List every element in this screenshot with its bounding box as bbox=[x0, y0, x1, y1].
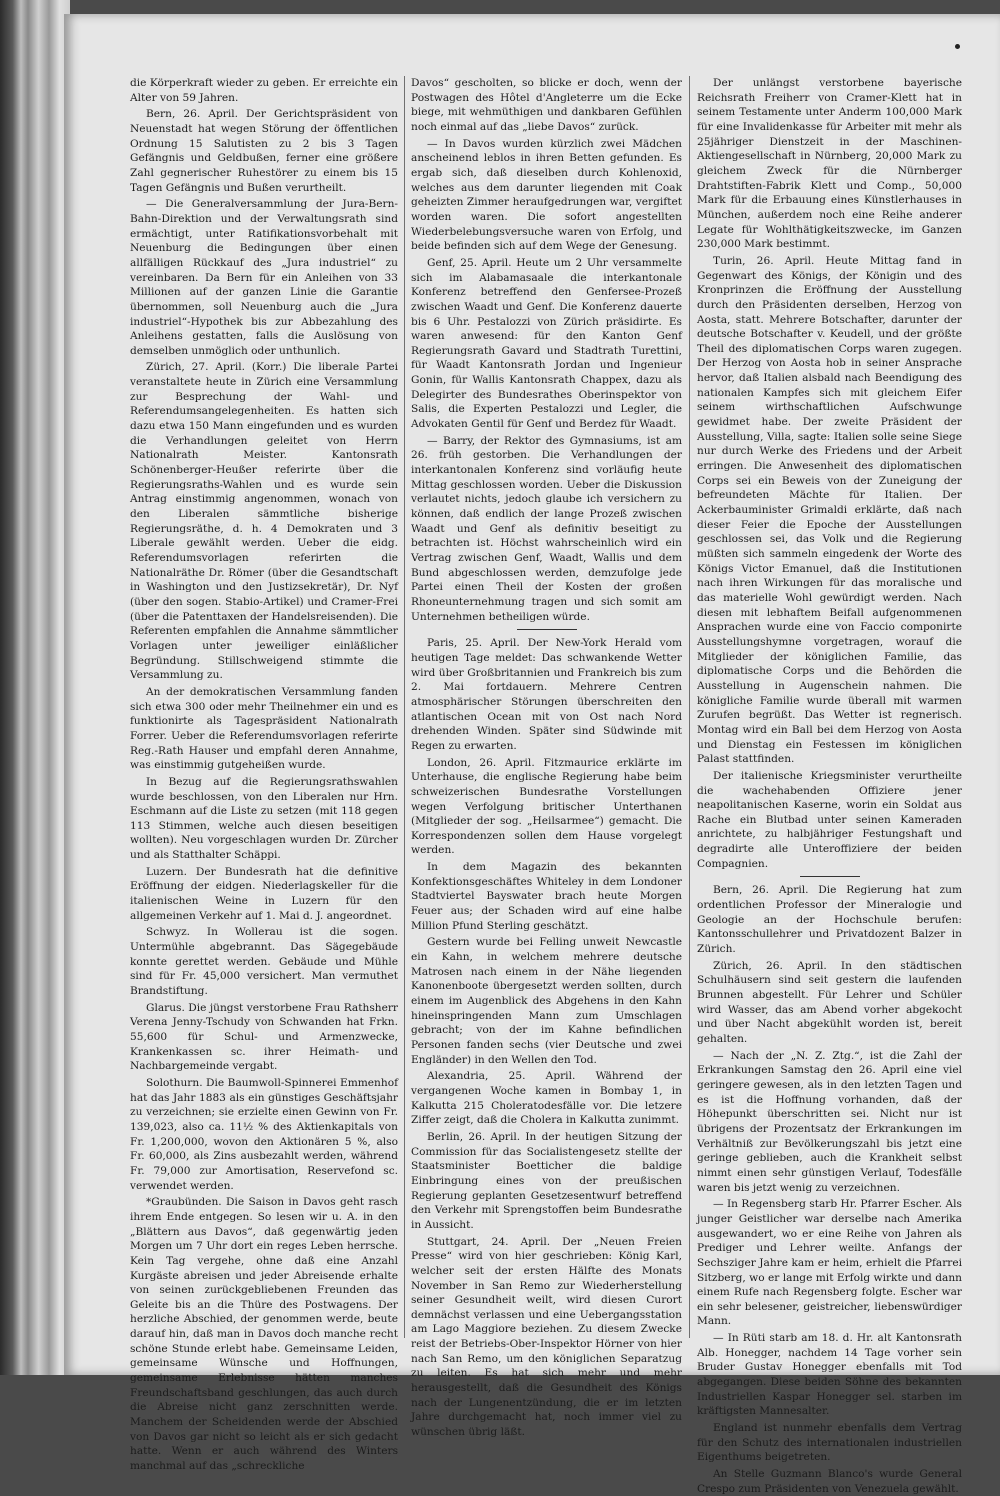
article-paragraph: An Stelle Guzmann Blanco's wurde General Crespo zum Präsidenten von Venezuela gewählt. bbox=[697, 1468, 962, 1495]
article-paragraph: Zürich, 26. April. In den städtischen Schulhäusern sind seit gestern die laufenden Brunnen abgestellt. Für Lehrer und Schüler wird Wasser, das am Abend vorher abgekocht und über Nacht abgekühlt worden ist, bereit gehalten. bbox=[697, 959, 962, 1045]
article-paragraph: *Graubünden. Die Saison in Davos geht rasch ihrem Ende entgegen. So lesen wir u. A. in den „Blättern aus Davos“, daß gegenwärtig jeden Morgen um 7 Uhr dort ein reges Leben herrsche. Kein Tag vergehe, ohne daß eine Anzahl Kurgäste abreisen und jeder Abreisende erhalte von seinen zurückgebliebenen Freunden das Geleite bis an die Thüre des Postwagens. Der herzliche Abschied, der genommen werde, beute darauf hin, daß man in Davos doch manche recht schöne Stunde erlebt habe. Gemeinsame Leiden, gemeinsame Wünsche und Hoffnungen, gemeinsame Erlebnisse hätten manches Freundschaftsband geschlungen, das auch durch die Abreise nicht ganz zerschnitten werde. Manchem der Scheidenden werde der Abschied von Davos gar nicht so leicht als er sich gedacht hatte. Wenn er auch während des Winters manchmal auf das „schreckliche bbox=[130, 1196, 398, 1473]
article-paragraph: In Bezug auf die Regierungsrathswahlen wurde beschlossen, von den Liberalen nur Hrn. Eschmann auf die Liste zu setzen (mit 118 gegen 113 Stimmen, welche auch diesen beseitigen wollten). Neu vorgeschlagen wurden Dr. Zürcher und als Statthalter Schäppi. bbox=[130, 775, 398, 862]
book-spine bbox=[0, 0, 70, 1375]
article-paragraph: England ist nunmehr ebenfalls dem Vertrag für den Schutz des internationalen industriellen Eigenthums beigetreten. bbox=[697, 1422, 962, 1464]
article-paragraph: Turin, 26. April. Heute Mittag fand in Gegenwart des Königs, der Königin und des Kronprinzen die Eröffnung der Ausstellung durch den Präsidenten derselben, Herzog von Aosta, statt. Mehrere Botschafter, darunter der deutsche Botschafter v. Keudell, und der größte Theil des diplomatischen Corps waren zugegen. Der Herzog von Aosta hob in seiner Ansprache hervor, daß Italien alsbald nach Beendigung des nationalen Kampfes sich mit gleichem Eifer seinem wirthschaftlichen Aufschwunge gewidmet habe. Der zweite Präsident der Ausstellung, Villa, sagte: Italien solle seine Siege nur durch Werke des Friedens und der Arbeit erringen. Die Anwesenheit des diplomatischen Corps sei ein Beweis von der Zuneigung der befreundeten Mächte für Italien. Der Ackerbauminister Grimaldi erklärte, daß nach dieser Feier die Epoche der Ausstellungen geschlossen sei, das Volk und die Regierung müßten sich sammeln eingedenk der Worte des Königs Victor Emanuel, daß die Institutionen nach ihren Wirkungen für das moralische und das materielle Wohl gewürdigt werden. Nach diesen mit lebhaftem Beifall aufgenommenen Ansprachen wurde eine von Faccio componirte Ausstellungshymne vorgetragen, worauf die Mitglieder der königlichen Familie, das diplomatische Corps und die Behörden die Ausstellung in Augenschein nahmen. Die königliche Familie wurde überall mit warmen Zurufen begrüßt. Das Wetter ist regnerisch. Montag wird ein Ball bei dem Herzog von Aosta und Dienstag ein Festessen im königlichen Palast stattfinden. bbox=[697, 254, 962, 766]
article-paragraph: Schwyz. In Wollerau ist die sogen. Untermühle abgebrannt. Das Sägegebäude konnte gerettet werden. Gebäude und Mühle sind für Fr. 45,000 versichert. Man vermuthet Brandstiftung. bbox=[130, 926, 398, 998]
article-paragraph: — Die Generalversammlung der Jura-Bern-Bahn-Direktion und der Verwaltungsrath sind ermächtigt, unter Ratifikationsvorbehalt mit Neuenburg die Bedingungen über einen allfälligen Rückkauf des „Jura industriel“ zu vereinbaren. Da Bern für ein Anleihen von 33 Millionen auf der ganzen Linie die Garantie übernommen, soll Neuenburg auch die „Jura industriel“-Hypothek bis zur Abbezahlung des Anleihens gestatten, falls die Auslösung von demselben unmöglich oder unthunlich. bbox=[130, 198, 398, 357]
article-paragraph: Davos“ gescholten, so blicke er doch, wenn der Postwagen des Hôtel d'Angleterre um die Ecke biege, mit wehmüthigen und dankbaren Gefühlen noch einmal auf das „liebe Davos“ zurück. bbox=[411, 77, 682, 133]
article-paragraph: Solothurn. Die Baumwoll-Spinnerei Emmenhof hat das Jahr 1883 als ein günstiges Geschäftsjahr zu verzeichnen; sie erzielte einen Gewinn von Fr. 139,023, also ca. 11½ % des Aktienkapitals von Fr. 1,200,000, wovon den Aktionären 5 %, also Fr. 60,000, als Zins ausbezahlt werden, während Fr. 79,000 zur Amortisation, Reservefond sc. verwendet werden. bbox=[130, 1076, 398, 1192]
article-paragraph: Paris, 25. April. Der New-York Herald vom heutigen Tage meldet: Das schwankende Wetter wird über Großbritannien und Frankreich bis zum 2. Mai fortdauern. Mehrere Centren atmosphärischer Störungen überschreiten den atlantischen Ocean mit von Ost nach Nord drehenden Winden. Später sind Südwinde mit Regen zu erwarten. bbox=[411, 637, 682, 752]
article-paragraph: Der unlängst verstorbene bayerische Reichsrath Freiherr von Cramer-Klett hat in seinem Testamente unter Anderm 100,000 Mark für eine Invalidenkasse für Arbeiter mit mehr als 25jähriger Dienstzeit in der Maschinen-Aktiengesellschaft in Nürnberg, 20,000 Mark zu gleichem Zweck für die Nürnberger Drahtstiften-Fabrik Klett und Comp., 50,000 Mark für die Erbauung eines Künstlerhauses in München, außerdem noch eine Reihe anderer Legate für Wohlthätigkeitszwecke, im Ganzen 230,000 Mark bestimmt. bbox=[697, 77, 962, 251]
column-rule-2 bbox=[689, 76, 690, 1338]
article-paragraph: Stuttgart, 24. April. Der „Neuen Freien Presse“ wird von hier geschrieben: König Karl, welcher seit der ersten Hälfte des Monats November in San Remo zur Wiederherstellung seiner Gesundheit weilt, wird diesen Curort demnächst verlassen und eine Uebergangsstation am Lago Maggiore beziehen. Zu diesem Zwecke reist der Betriebs-Ober-Inspektor Hörner von hier nach San Remo, um den königlichen Separatzug zu leiten. Es hat sich mehr und mehr herausgestellt, daß die Gesundheit des Königs nach der Lungenentzündung, die er im letzten Jahre durchgemacht hat, noch immer viel zu wünschen übrig läßt. bbox=[411, 1235, 682, 1439]
article-paragraph: Alexandria, 25. April. Während der vergangenen Woche kamen in Bombay 1, in Kalkutta 215 Choleratodesfälle vor. Die letzere Ziffer zeigt, daß die Cholera in Kalkutta zunimmt. bbox=[411, 1070, 682, 1127]
column-rule-1 bbox=[404, 76, 405, 1338]
article-paragraph: — In Rüti starb am 18. d. Hr. alt Kantonsrath Alb. Honegger, nachdem 14 Tage vorher sein Bruder Gustav Honegger ebenfalls mit Tod abgegangen. Diese beiden Söhne des bekannten Industriellen Kaspar Honegger sel. starben im kräftigsten Mannesalter. bbox=[697, 1332, 962, 1418]
article-paragraph: Luzern. Der Bundesrath hat die definitive Eröffnung der eidgen. Niederlagskeller für die italienischen Weine in Luzern für den allgemeinen Verkehr auf 1. Mai d. J. angeordnet. bbox=[130, 865, 398, 922]
article-paragraph: In dem Magazin des bekannten Konfektionsgeschäftes Whiteley in dem Londoner Stadtviertel Bayswater brach heute Morgen Feuer aus; der Schaden wird auf eine halbe Million Pfund Sterling geschätzt. bbox=[411, 861, 682, 932]
column-left bbox=[130, 76, 398, 1473]
article-paragraph: — In Davos wurden kürzlich zwei Mädchen anscheinend leblos in ihren Betten gefunden. Es ergab sich, daß dieselben durch Kohlenoxid, welches aus dem darunter liegenden mit Coak geheizten Zimmer heraufgedrungen war, vergiftet worden waren. Die sofort angestellten Wiederbelebungsversuche waren von Erfolg, und beide befinden sich auf dem Wege der Genesung. bbox=[411, 137, 682, 253]
article-paragraph: Bern, 26. April. Die Regierung hat zum ordentlichen Professor der Mineralogie und Geologie an der Hochschule berufen: Kantonsschullehrer und Privatdozent Balzer in Zürich. bbox=[697, 884, 962, 956]
article-paragraph: Berlin, 26. April. In der heutigen Sitzung der Commission für das Socialistengesetz stellte der Staatsminister Boetticher die baldige Einbringung eines von der preußischen Regierung geplanten Gesetzesentwurf betreffend den Verkehr mit Sprengstoffen beim Bundesrathe in Aussicht. bbox=[411, 1130, 682, 1231]
article-paragraph: Der italienische Kriegsminister verurtheilte die wachehabenden Offiziere jener neapolitanischen Kaserne, worin ein Soldat aus Rache ein Blutbad unter seinen Kameraden anrichtete, zu halbjähriger Festungshaft und degradirte alle Unteroffiziere der beiden Compagnien. bbox=[697, 769, 962, 870]
article-paragraph: Genf, 25. April. Heute um 2 Uhr versammelte sich im Alabamasaale die interkantonale Konferenz betreffend den Genfersee-Prozeß zwischen Waadt und Genf. Die Konferenz dauerte bis 6 Uhr. Pestalozzi von Zürich präsidirte. Es waren anwesend: für den Kanton Genf Regierungsrath Gavard und Stadtrath Turettini, für Waadt Kantonsrath Jordan und Ingenieur Gonin, für Wallis Kantonsrath Chappex, dazu als Delegirter des Bundesrathes Oberinspektor von Salis, die Experten Pestalozzi und Legler, die Advokaten Gentil für Genf und Berdez für Waadt. bbox=[411, 256, 682, 431]
article-paragraph: London, 26. April. Fitzmaurice erklärte im Unterhause, die englische Regierung habe beim schweizerischen Bundesrathe Vorstellungen wegen Verfolgung britischer Unterthanen (Mitglieder der sog. „Heilsarmee“) gemacht. Die Korrespondenzen sollen dem Hause vorgelegt werden. bbox=[411, 756, 682, 857]
article-paragraph: — Barry, der Rektor des Gymnasiums, ist am 26. früh gestorben. Die Verhandlungen der interkantonalen Konferenz sind vorläufig heute Mittag geschlossen worden. Ueber die Diskussion verlautet nichts, jedoch glaube ich versichern zu können, daß endlich der lange Prozeß zwischen Waadt und Genf als definitiv beseitigt zu betrachten ist. Höchst wahrscheinlich wird ein Vertrag zwischen Genf, Waadt, Wallis und dem Bund abgeschlossen werden, demzufolge jede Partei einen Theil der Kosten der großen Rhoneunternehmung tragen und sich somit am Unternehmen betheiligen würde. bbox=[411, 434, 682, 623]
column-middle bbox=[411, 76, 682, 1439]
article-paragraph: — In Regensberg starb Hr. Pfarrer Escher. Als junger Geistlicher war derselbe nach Amerika ausgewandert, wo er eine Reihe von Jahren als Prediger und Lehrer weilte. Anfangs der Sechsziger Jahre kam er heim, erhielt die Pfarrei Sitzberg, wo er lange mit Erfolg wirkte und dann einem Rufe nach Regensberg folgte. Escher war ein sehr belesener, geistreicher, liebenswürdiger Mann. bbox=[697, 1198, 962, 1328]
print-speck bbox=[955, 44, 960, 49]
article-paragraph: Gestern wurde bei Felling unweit Newcastle ein Kahn, in welchem mehrere deutsche Matrosen nach einem in der Nähe liegenden Kanonenboote übergesetzt werden sollten, durch einem im Augenblick des Abgehens in den Kahn hineinspringenden Mann zum Umschlagen gebracht; von der im Kahne befindlichen Personen fanden sechs (vier Deutsche und zwei Engländer) in den Wellen den Tod. bbox=[411, 936, 682, 1066]
article-paragraph: Zürich, 27. April. (Korr.) Die liberale Partei veranstaltete heute in Zürich eine Versammlung zur Besprechung der Wahl- und Referendumsangelegenheiten. Es hatten sich dazu etwa 150 Mann eingefunden und es wurden die Verhandlungen geleitet von Herrn Nationalrath Meister. Kantonsrath Schönenberger-Heußer referirte über die Regierungsraths-Wahlen und es wurde sein Antrag einstimmig angenommen, wonach von den Liberalen sämmtliche bisherige Regierungsräthe, d. h. 4 Demokraten und 3 Liberale gewählt werden. Ueber die eidg. Referendumsvorlagen referirten die Nationalräthe Dr. Römer (über die Gesandtschaft in Washington und den Justizsekretär), Dr. Nyf (über den sogen. Stabio-Artikel) und Cramer-Frei (über die Patenttaxen der Handelsreisenden). Die Referenten empfahlen die Annahme sämmtlicher Vorlagen unter jeweiliger einläßlicher Begründung. Stillschweigend stimmte die Versammlung zu. bbox=[130, 361, 398, 682]
article-paragraph: Glarus. Die jüngst verstorbene Frau Rathsherr Verena Jenny-Tschudy von Schwanden hat Frkn. 55,600 für Schul- und Armenzwecke, Krankenkassen sc. ihrer Heimath- und Nachbargemeinde vergabt. bbox=[130, 1001, 398, 1073]
article-paragraph: An der demokratischen Versammlung fanden sich etwa 300 oder mehr Theilnehmer ein und es funktionirte als Tagespräsident Nationalrath Forrer. Ueber die Referendumsvorlagen referirte Reg.-Rath Hauser und empfahl deren Annahme, was einstimmig gutgeheißen wurde. bbox=[130, 685, 398, 772]
column-right bbox=[697, 76, 962, 1495]
article-paragraph: — Nach der „N. Z. Ztg.“, ist die Zahl der Erkrankungen Samstag den 26. April eine viel geringere gewesen, als in den letzten Tagen und es ist die Hoffnung vorhanden, daß der Höhepunkt überschritten sei. Nicht nur ist übrigens der Prozentsatz der Erkrankungen im Verhältniß zur Bevölkerungszahl bis jetzt eine geringe geblieben, auch die Krankheit selbst nimmt einen sehr günstigen Verlauf, Todesfälle waren bis jetzt wenig zu verzeichnen. bbox=[697, 1049, 962, 1194]
section-separator bbox=[517, 629, 577, 630]
article-paragraph: die Körperkraft wieder zu geben. Er erreichte ein Alter von 59 Jahren. bbox=[130, 77, 398, 104]
article-paragraph: Bern, 26. April. Der Gerichtspräsident von Neuenstadt hat wegen Störung der öffentlichen Ordnung 15 Salutisten zu 2 bis 3 Tagen Gefängnis und Geldbußen, ferner eine größere Zahl gegnerischer Ruhestörer zu einem bis 15 Tagen Gefängnis und Bußen verurtheilt. bbox=[130, 108, 398, 194]
section-separator bbox=[800, 876, 860, 877]
